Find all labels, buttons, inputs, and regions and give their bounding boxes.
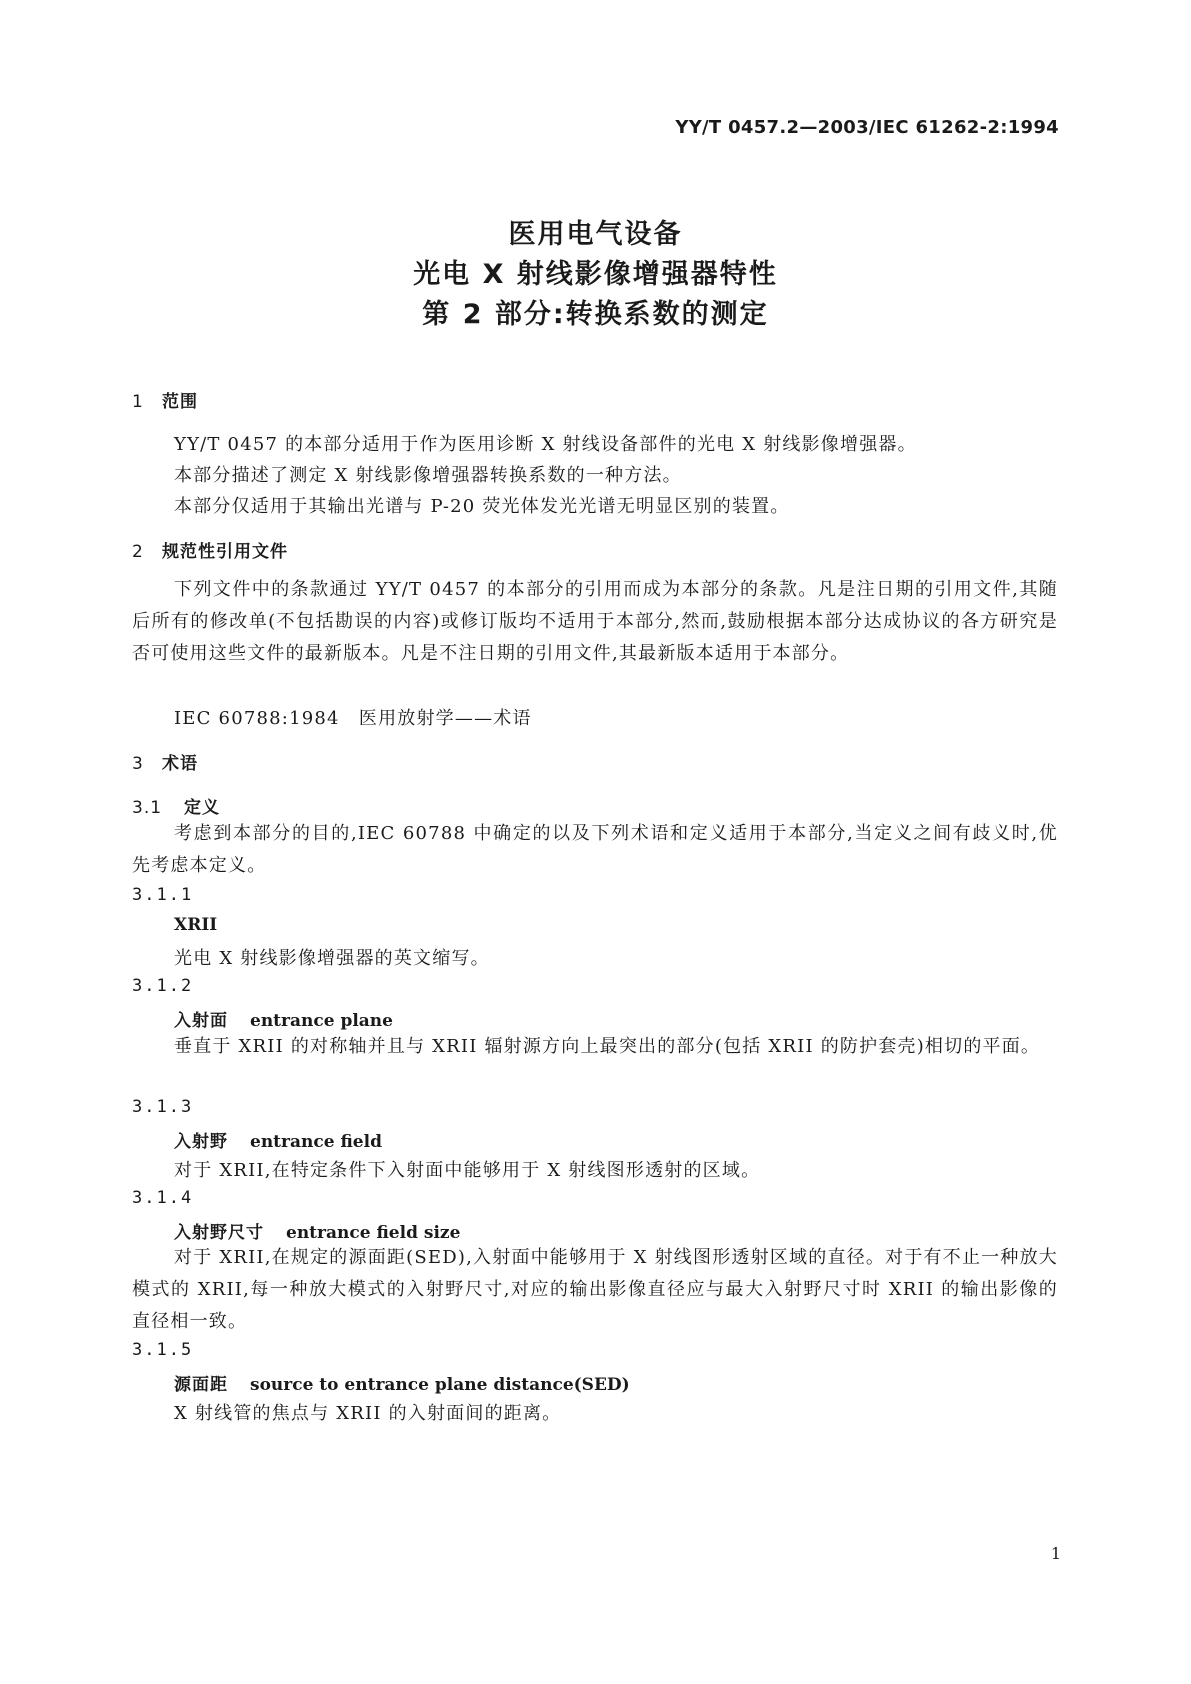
section-number: 1	[132, 392, 144, 412]
term-zh: 源面距	[174, 1375, 228, 1395]
term	[174, 1127, 382, 1152]
subsection-3-1-heading	[132, 793, 220, 818]
clause-number: 3.1.1	[132, 885, 194, 905]
doc-title-line-3: 第 2 部分:转换系数的测定	[422, 299, 769, 330]
doc-title-line-2: 光电 X 射线影像增强器特性	[413, 259, 778, 290]
term	[174, 1006, 393, 1031]
definition: X 射线管的焦点与 XRII 的入射面间的距离。	[174, 1403, 562, 1424]
clause-number: 3.1.2	[132, 976, 194, 996]
term	[174, 915, 217, 935]
subsection-title: 定义	[184, 798, 220, 818]
term-zh: 入射野	[174, 1132, 228, 1152]
definition: 对于 XRII,在规定的源面距(SED),入射面中能够用于 X 射线图形透射区域的直径。对于有不止一种放大模式的 XRII,每一种放大模式的入射野尺寸,对应的输出影像直径应与最大入射野尺寸时 XRII 的输出影像的直径相一致。	[132, 1247, 1058, 1332]
paragraph: YY/T 0457 的本部分适用于作为医用诊断 X 射线设备部件的光电 X 射线影像增强器。	[174, 434, 917, 455]
definition: 垂直于 XRII 的对称轴并且与 XRII 辐射源方向上最突出的部分(包括 XRII 的防护套壳)相切的平面。	[174, 1036, 1041, 1057]
section-number: 2	[132, 542, 144, 562]
normative-reference: IEC 60788:1984 医用放射学——术语	[174, 708, 532, 729]
paragraph: 下列文件中的条款通过 YY/T 0457 的本部分的引用而成为本部分的条款。凡是注日期的引用文件,其随后所有的修改单(不包括勘误的内容)或修订版均不适用于本部分,然而,鼓励根据本部分达成协议的各方研究是否可使用这些文件的最新版本。凡是不注日期的引用文件,其最新版本适用于本部分。	[132, 579, 1058, 664]
page-number: 1	[1050, 1544, 1061, 1563]
paragraph: 考虑到本部分的目的,IEC 60788 中确定的以及下列术语和定义适用于本部分,当定义之间有歧义时,优先考虑本定义。	[132, 823, 1058, 876]
paragraph: 本部分仅适用于其输出光谱与 P-20 荧光体发光光谱无明显区别的装置。	[174, 496, 790, 517]
definition: 对于 XRII,在特定条件下入射面中能够用于 X 射线图形透射的区域。	[174, 1160, 761, 1181]
term-en: source to entrance plane distance(SED)	[250, 1375, 630, 1395]
term-en: XRII	[174, 915, 218, 935]
section-3-heading	[132, 749, 198, 774]
clause-number: 3.1.5	[132, 1340, 194, 1360]
standard-number: YY/T 0457.2—2003/IEC 61262-2:1994	[675, 117, 1059, 138]
paragraph: 本部分描述了测定 X 射线影像增强器转换系数的一种方法。	[174, 465, 682, 486]
term-zh: 入射面	[174, 1011, 228, 1031]
section-title: 范围	[162, 392, 198, 412]
clause-number: 3.1.3	[132, 1097, 194, 1117]
doc-title-line-1: 医用电气设备	[508, 219, 683, 250]
section-1-heading	[132, 387, 198, 412]
section-2-heading	[132, 537, 288, 562]
section-title: 规范性引用文件	[162, 542, 288, 562]
section-number: 3	[132, 754, 144, 774]
term-zh: 入射野尺寸	[174, 1223, 264, 1243]
term-en: entrance field	[250, 1132, 382, 1152]
clause-number: 3.1.4	[132, 1188, 194, 1208]
term-en: entrance field size	[286, 1223, 461, 1243]
term	[174, 1370, 630, 1395]
term-en: entrance plane	[250, 1011, 393, 1031]
subsection-number: 3.1	[132, 798, 163, 818]
definition: 光电 X 射线影像增强器的英文缩写。	[174, 948, 490, 969]
term	[174, 1218, 460, 1243]
section-title: 术语	[162, 754, 198, 774]
